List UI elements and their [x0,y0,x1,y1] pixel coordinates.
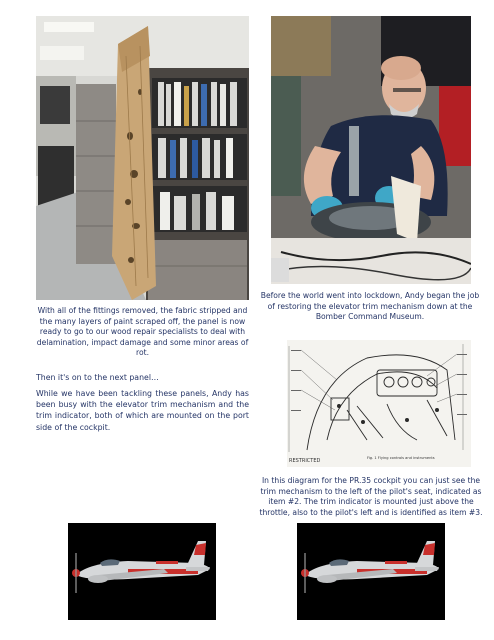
section-heading: Then it's on to the next panel… [36,373,159,382]
panel-photo-illustration [36,16,249,300]
panel-photo [36,16,249,300]
andy-photo-caption: Before the world went into lockdown, Andy began the job of restoring the elevator trim mechanism down at the Bomber Command Museum. [260,291,480,322]
cockpit-diagram-drawing [287,340,471,467]
aircraft-photo-left [68,523,216,620]
section-paragraph: While we have been tackling these panels, Andy has been busy with the elevator trim mechanism and the trim indicator, both of which are mounted on the port side of the cockpit. [36,389,249,432]
diagram-caption: In this diagram for the PR.35 cockpit you can just see the trim mechanism to the left of the pilot's seat, indicated as item #2. The trim indicator is mounted just above the throttle, also to the pilot's left and is identified as item #3. [259,476,483,517]
diagram-stamp: RESTRICTED [289,458,321,464]
diagram-figure-label: Fig. 1 Flying controls and instruments [367,456,435,460]
cockpit-diagram [287,340,471,467]
andy-photo [271,16,471,284]
aircraft-illustration-right [297,523,445,620]
andy-photo-illustration [271,16,471,284]
panel-photo-caption: With all of the fittings removed, the fabric stripped and the many layers of paint scraped off, the panel is now ready to go to our wood repair specialists to deal with delamination, impact damage and some minor areas of rot. [36,306,249,358]
aircraft-photo-right [297,523,445,620]
aircraft-illustration-left [68,523,216,620]
